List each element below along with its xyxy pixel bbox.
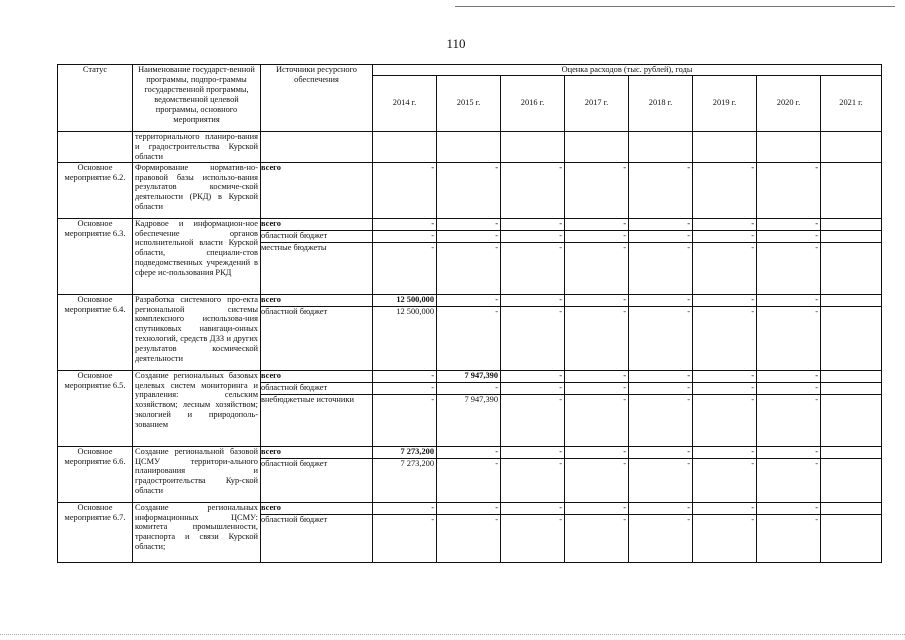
value-text: - [623,162,626,172]
value-text: - [431,162,434,172]
value-text: - [815,514,818,524]
value-text: - [751,242,754,252]
name-cell: Создание региональных информационных ЦСМУ: комитета промышленности, транспорта и связи Курской области; [133,502,261,562]
value-text: - [757,231,821,243]
value-text: - [623,394,626,404]
source-label: областной бюджет [261,231,373,243]
source-label: всего [261,371,373,383]
value-text: - [751,162,754,172]
source-label: областной бюджет [261,514,328,524]
value-text: - [373,231,437,243]
source-label: местные бюджеты [261,242,327,252]
value-cell [757,218,821,294]
value-text: - [687,306,690,316]
value-cell [757,370,821,446]
value-text: 7 947,390 [464,394,498,404]
value-cell [821,446,882,502]
value-cell [821,162,882,218]
value-text: - [693,295,757,307]
source-label: всего [261,219,373,231]
source-label: всего [261,295,373,307]
value-text: - [629,219,693,231]
value-text: - [693,219,757,231]
value-text: - [559,458,562,468]
header-year: 2018 г. [629,75,693,131]
header-sources: Источники ресурсного обеспечения [261,65,373,132]
header-year: 2015 г. [437,75,501,131]
value-cell [437,218,501,294]
value-cell [437,162,501,218]
status-cell: Основное мероприятие 6.5. [58,370,133,446]
value-text: - [565,503,629,515]
value-cell [629,294,693,370]
value-text: - [431,394,434,404]
value-cell [373,502,437,562]
value-cell [437,294,501,370]
header-year: 2016 г. [501,75,565,131]
value-cell [757,502,821,562]
continuation-row [58,131,882,162]
value-text: - [629,231,693,243]
value-text: - [751,394,754,404]
value-text: - [495,514,498,524]
value-cell [693,446,757,502]
value-text: - [693,383,757,395]
value-text: - [629,383,693,395]
header-year: 2017 г. [565,75,629,131]
value-cell [629,502,693,562]
value-text: - [623,306,626,316]
source-label: всего [261,447,373,459]
value-cell [629,218,693,294]
value-cell [437,370,501,446]
value-text: - [565,219,629,231]
value-text: - [437,447,501,459]
header-year: 2019 г. [693,75,757,131]
value-text: 12 500,000 [373,295,437,307]
value-text [821,447,882,459]
name-cell: Разработка системного про-екта региональной системы комплексного использова-ния спутниковых навигаци-онных технологий, средств ДЗЗ и других результатов космической деятельности [133,294,261,370]
value-text: - [815,458,818,468]
source-label: областной бюджет [261,458,328,468]
name-cell: Создание региональной базовой ЦСМУ территори-ального планирования и градостроительства Кур-ской области [133,446,261,502]
source-label: областной бюджет [261,306,328,316]
value-text: - [687,242,690,252]
value-text: - [495,162,498,172]
value-text: - [623,242,626,252]
source-label: всего [261,503,373,515]
table-row [58,502,882,562]
status-cell [58,131,133,162]
value-cell [501,218,565,294]
value-text: 7 273,200 [373,447,437,459]
header-year: 2020 г. [757,75,821,131]
value-text: - [815,394,818,404]
value-text: - [373,503,437,515]
sources-cell [261,446,373,502]
value-cell [693,162,757,218]
header-year: 2014 г. [373,75,437,131]
value-cell [373,162,437,218]
value-text: - [757,219,821,231]
value-cell [437,502,501,562]
table-row [58,446,882,502]
value-text: - [565,447,629,459]
value-cell [693,294,757,370]
value-cell [629,370,693,446]
header-name: Наименование государст-венной программы, подпро-граммы государственной программы, ведомственной целевой программы, основного мероприятия [133,65,261,132]
value-text [821,219,882,231]
value-text [821,307,882,318]
value-text: - [501,503,565,515]
value-text: - [565,295,629,307]
value-text: - [623,458,626,468]
value-cell [693,502,757,562]
top-rule [455,6,895,7]
table-row [58,218,882,294]
value-cell [565,446,629,502]
value-text: - [815,162,818,172]
value-text: - [757,295,821,307]
value-cell [501,502,565,562]
table-row [58,162,882,218]
value-text: - [815,306,818,316]
value-text: - [373,383,437,395]
value-cell [565,162,629,218]
value-text: - [495,306,498,316]
sources-cell [261,162,373,218]
value-cell [501,162,565,218]
value-text: - [501,295,565,307]
value-text: - [501,383,565,395]
value-text: - [629,371,693,383]
value-cell [629,446,693,502]
value-cell [757,446,821,502]
source-label: всего [261,162,281,172]
value-text: 12 500,000 [396,306,434,316]
page-number: 110 [446,36,466,51]
value-text: - [501,231,565,243]
value-text: - [751,306,754,316]
value-text [821,163,882,174]
sources-cell [261,218,373,294]
value-text: - [687,458,690,468]
value-cell [373,294,437,370]
value-text: - [687,514,690,524]
value-text: - [629,295,693,307]
value-text: - [629,503,693,515]
value-cell [565,218,629,294]
value-text: - [687,394,690,404]
status-cell: Основное мероприятие 6.3. [58,218,133,294]
table-row [58,370,882,446]
value-cell [373,370,437,446]
value-cell [373,218,437,294]
value-text: - [437,383,501,395]
bottom-rule [0,634,905,635]
value-text: - [431,514,434,524]
value-text: - [687,162,690,172]
value-text [821,515,882,526]
value-text: - [559,394,562,404]
value-text: - [757,447,821,459]
status-cell: Основное мероприятие 6.2. [58,162,133,218]
value-text [821,295,882,307]
value-cell [821,218,882,294]
value-text: - [559,514,562,524]
value-cell [437,446,501,502]
value-text: - [629,447,693,459]
value-cell [821,294,882,370]
value-text [821,459,882,470]
value-text: 7 273,200 [400,458,434,468]
name-cell: территориального планиро-вания и градостроительства Курской области [133,131,261,162]
value-text: - [693,231,757,243]
value-cell [501,446,565,502]
value-text: - [565,231,629,243]
value-text: - [693,371,757,383]
value-text: - [501,447,565,459]
value-text [821,503,882,515]
resource-table [57,64,882,563]
value-text: - [559,162,562,172]
value-text: - [757,371,821,383]
value-text [821,243,882,254]
value-text: - [373,219,437,231]
value-text: - [373,371,437,383]
value-text: - [751,458,754,468]
value-text: - [757,383,821,395]
value-cell [373,446,437,502]
name-cell: Создание региональных базовых целевых систем мониторинга и управления: сельским хозяйством; лесным хозяйством; экологией и природополь-зованием [133,370,261,446]
value-cell [565,502,629,562]
value-text [821,383,882,395]
name-cell: Формирование норматив-но-правовой базы использо-вания результатов космиче-ской деятельности (РКД) в Курской области [133,162,261,218]
value-text [821,395,882,429]
status-cell: Основное мероприятие 6.7. [58,502,133,562]
value-text: - [565,383,629,395]
table-row [58,294,882,370]
value-text: - [559,306,562,316]
value-cell [565,294,629,370]
value-text: - [437,503,501,515]
name-cell: Кадровое и информацион-ное обеспечение органов исполнительной власти Курской области, специали-стов подведомственных учреждений в сфере ис-пользования РКД [133,218,261,294]
value-cell [693,370,757,446]
value-cell [501,370,565,446]
value-text: 7 947,390 [437,371,501,383]
status-cell: Основное мероприятие 6.4. [58,294,133,370]
value-cell [821,370,882,446]
value-cell [821,502,882,562]
status-cell: Основное мероприятие 6.6. [58,446,133,502]
value-text: - [495,458,498,468]
value-text: - [437,219,501,231]
value-text: - [565,371,629,383]
value-text: - [495,242,498,252]
value-text: - [437,295,501,307]
value-text: - [437,231,501,243]
value-text: - [431,242,434,252]
source-label: внебюджетные источники [261,394,354,404]
sources-cell [261,370,373,446]
sources-cell [261,294,373,370]
value-cell [693,218,757,294]
value-text: - [501,219,565,231]
header-year: 2021 г. [821,75,882,131]
value-text: - [501,371,565,383]
value-text [821,371,882,383]
value-text: - [815,242,818,252]
value-text [821,231,882,243]
value-text: - [751,514,754,524]
value-text: - [623,514,626,524]
header-estimate: Оценка расходов (тыс. рублей), годы [373,65,882,76]
sources-cell [261,502,373,562]
value-text: - [559,242,562,252]
value-cell [501,294,565,370]
header-status: Статус [58,65,133,132]
source-label: областной бюджет [261,383,373,395]
value-cell [629,162,693,218]
value-text: - [757,503,821,515]
value-text: - [693,503,757,515]
value-cell [757,162,821,218]
value-text: - [693,447,757,459]
value-cell [757,294,821,370]
value-cell [565,370,629,446]
